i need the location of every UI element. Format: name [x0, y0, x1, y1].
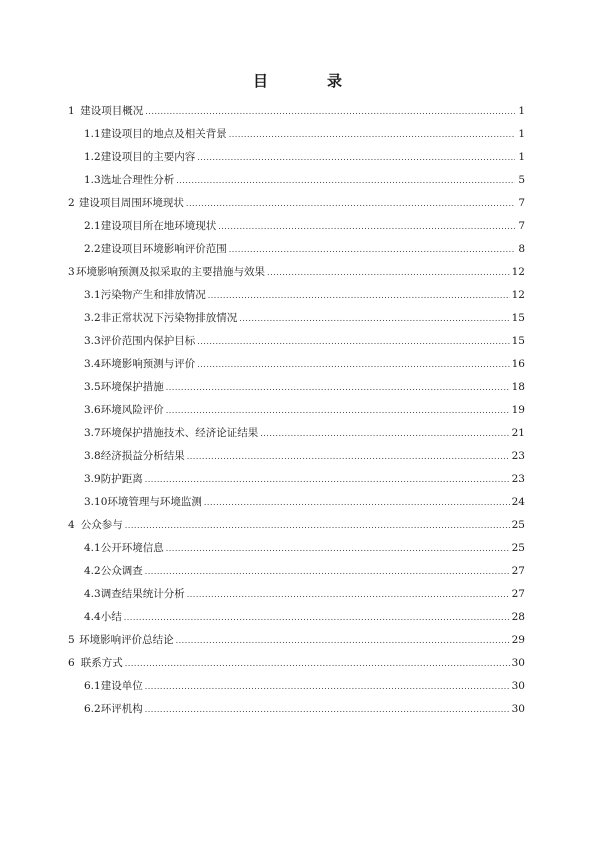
toc-entry-number: 6.1 [84, 680, 101, 692]
toc-entry-number: 3.1 [84, 289, 101, 301]
toc-entry-label: 小结 [100, 611, 122, 623]
toc-entry-label: 环境影响预测与评价 [100, 358, 196, 370]
toc-entry-page: 25 [511, 542, 525, 554]
toc-leader-dots [197, 337, 509, 347]
toc-entry-label: 公众调查 [100, 565, 143, 577]
toc-entry[interactable] [68, 94, 525, 117]
toc-entry-page: 30 [511, 657, 525, 669]
toc-entry[interactable] [68, 508, 525, 531]
toc-entry[interactable] [68, 186, 525, 209]
toc-entry-page: 30 [511, 680, 525, 692]
toc-entry-page: 7 [518, 220, 525, 232]
toc-entry[interactable] [68, 485, 525, 508]
toc-leader-dots [166, 406, 510, 416]
toc-entry-label: 调查结果统计分析 [100, 588, 185, 600]
toc-leader-dots [186, 199, 515, 209]
toc-entry-number: 6.2 [84, 703, 101, 715]
toc-entry-label: 建设项目概况 [80, 105, 144, 117]
toc-leader-dots [229, 245, 515, 255]
toc-leader-dots [145, 475, 510, 485]
toc-entry[interactable] [68, 692, 525, 715]
toc-entry-label: 建设项目环境影响评价范围 [100, 243, 227, 255]
toc-entry-page: 15 [511, 335, 525, 347]
toc-entry-number: 5 [68, 634, 75, 646]
toc-entry-page: 19 [511, 404, 525, 416]
toc-entry-label: 评价范围内保护目标 [100, 335, 196, 347]
toc-leader-dots [145, 107, 515, 117]
toc-entry-label: 公众参与 [80, 519, 123, 531]
toc-entry-page: 21 [511, 427, 525, 439]
page-title: 目 录 [252, 72, 364, 90]
toc-entry[interactable] [68, 393, 525, 416]
toc-leader-dots [176, 176, 515, 186]
toc-leader-dots [239, 314, 509, 324]
toc-entry-page: 16 [511, 358, 525, 370]
toc-entry-label: 环境保护措施技术、经济论证结果 [100, 427, 259, 439]
toc-entry-number: 1.2 [84, 151, 101, 163]
toc-entry-number: 3 [68, 266, 75, 278]
toc-entry[interactable] [68, 324, 525, 347]
toc-entry[interactable] [68, 347, 525, 370]
toc-leader-dots [187, 590, 510, 600]
toc-leader-dots [176, 636, 510, 646]
toc-entry-page: 30 [511, 703, 525, 715]
toc-leader-dots [204, 498, 510, 508]
toc-entry-label: 环境风险评价 [100, 404, 164, 416]
toc-entry[interactable] [68, 439, 525, 462]
toc-entry-number: 1.3 [84, 174, 101, 186]
toc-entry-number: 4.3 [84, 588, 101, 600]
toc-entry-page: 5 [518, 174, 525, 186]
toc-leader-dots [166, 544, 510, 554]
toc-entry-number: 2 [68, 197, 75, 209]
toc-entry[interactable] [68, 600, 525, 623]
toc-entry-page: 25 [511, 519, 525, 531]
toc-entry[interactable] [68, 232, 525, 255]
toc-entry-number: 4.2 [84, 565, 101, 577]
toc-leader-dots [145, 705, 510, 715]
toc-entry-label: 建设项目的地点及相关背景 [100, 128, 227, 140]
toc-entry[interactable] [68, 462, 525, 485]
toc-entry-number: 1.1 [84, 128, 101, 140]
toc-entry-label: 环境影响评价总结论 [79, 634, 174, 646]
toc-entry-number: 4.4 [84, 611, 101, 623]
toc-entry[interactable] [68, 370, 525, 393]
toc-entry-label: 环境管理与环境监测 [107, 496, 202, 508]
toc-entry-number: 6 [68, 657, 75, 669]
toc-entry[interactable] [68, 669, 525, 692]
toc-entry[interactable] [68, 416, 525, 439]
toc-entry-label: 联系方式 [80, 657, 123, 669]
toc-entry-label: 建设单位 [100, 680, 143, 692]
toc-entry-number: 3.10 [84, 496, 108, 508]
toc-leader-dots [260, 429, 509, 439]
toc-entry-number: 3.8 [84, 450, 101, 462]
toc-entry-label: 环评机构 [100, 703, 143, 715]
toc-entry[interactable] [68, 623, 525, 646]
toc-entry-number: 4.1 [84, 542, 101, 554]
toc-entry[interactable] [68, 646, 525, 669]
toc-entry-number: 3.6 [84, 404, 101, 416]
toc-leader-dots [208, 291, 510, 301]
toc-entry-number: 3.4 [84, 358, 101, 370]
toc-entry-number: 3.2 [84, 312, 101, 324]
toc-entry-page: 23 [511, 473, 525, 485]
toc-entry[interactable] [68, 301, 525, 324]
toc-leader-dots [124, 613, 510, 623]
toc-leader-dots [166, 383, 510, 393]
toc-leader-dots [187, 452, 510, 462]
toc-entry-page: 7 [518, 197, 525, 209]
toc-entry-number: 2.1 [84, 220, 101, 232]
toc-entry-label: 建设项目的主要内容 [100, 151, 196, 163]
toc-entry-number: 4 [68, 519, 75, 531]
toc-entry-page: 15 [511, 312, 525, 324]
toc-entry-number: 2.2 [84, 243, 101, 255]
toc-entry-page: 1 [518, 105, 525, 117]
toc-entry-page: 27 [511, 565, 525, 577]
toc-entry-label: 污染物产生和排放情况 [100, 289, 206, 301]
toc-leader-dots [229, 130, 515, 140]
toc-entry-page: 23 [511, 450, 525, 462]
toc-entry-page: 8 [518, 243, 525, 255]
toc-entry[interactable] [68, 140, 525, 163]
toc-leader-dots [145, 682, 510, 692]
toc-entry-label: 防护距离 [100, 473, 143, 485]
toc-entry-label: 公开环境信息 [100, 542, 164, 554]
toc-entry-label: 经济损益分析结果 [100, 450, 185, 462]
toc-entry-page: 12 [511, 289, 525, 301]
toc-entry-page: 28 [511, 611, 525, 623]
toc-entry-page: 24 [511, 496, 525, 508]
toc-entry[interactable] [68, 163, 525, 186]
toc-entry-label: 建设项目所在地环境现状 [100, 220, 217, 232]
toc-entry-number: 3.9 [84, 473, 101, 485]
toc-leader-dots [145, 567, 510, 577]
toc-leader-dots [125, 659, 510, 669]
toc-entry-number: 3.3 [84, 335, 101, 347]
toc-leader-dots [218, 222, 515, 232]
toc-entry[interactable] [68, 209, 525, 232]
toc-entry-number: 1 [68, 105, 75, 117]
toc-entry[interactable] [68, 554, 525, 577]
toc-entry-label: 环境保护措施 [100, 381, 164, 393]
toc-entry-number: 3.7 [84, 427, 101, 439]
toc-entry-page: 12 [511, 266, 525, 278]
toc-entry-label: 环境影响预测及拟采取的主要措施与效果 [76, 266, 266, 278]
table-of-contents [68, 94, 525, 715]
toc-entry[interactable] [68, 117, 525, 140]
toc-entry[interactable] [68, 255, 525, 278]
toc-entry-label: 选址合理性分析 [100, 174, 175, 186]
toc-entry[interactable] [68, 577, 525, 600]
toc-entry-page: 1 [518, 128, 525, 140]
toc-leader-dots [125, 521, 510, 531]
toc-entry-page: 18 [511, 381, 525, 393]
toc-entry[interactable] [68, 278, 525, 301]
toc-entry-page: 1 [518, 151, 525, 163]
toc-entry-label: 建设项目周围环境现状 [78, 197, 184, 209]
toc-entry-number: 3.5 [84, 381, 101, 393]
toc-leader-dots [197, 360, 509, 370]
toc-leader-dots [267, 268, 510, 278]
toc-entry-page: 27 [511, 588, 525, 600]
toc-entry[interactable] [68, 531, 525, 554]
toc-leader-dots [197, 153, 515, 163]
toc-entry-page: 29 [511, 634, 525, 646]
toc-entry-label: 非正常状况下污染物排放情况 [100, 312, 238, 324]
